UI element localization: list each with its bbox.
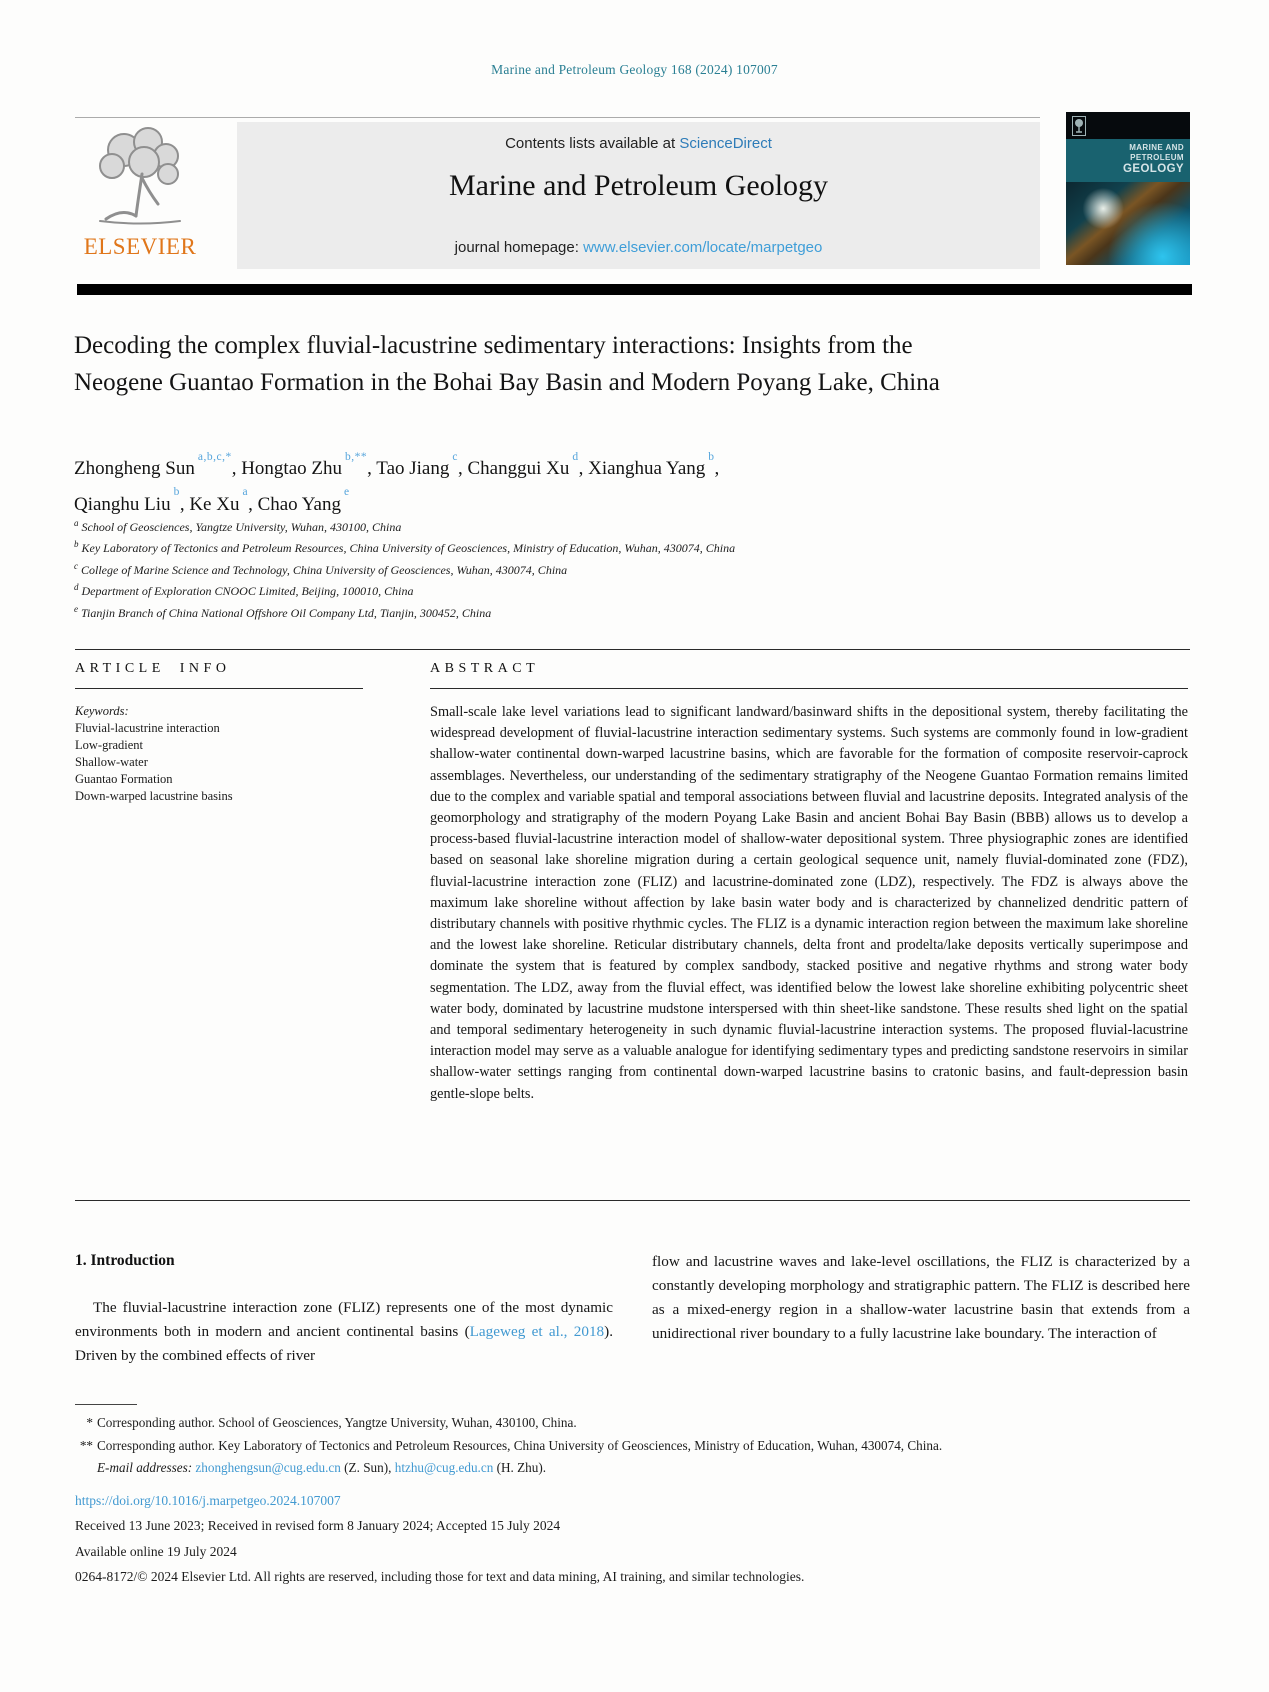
cover-title-line2: PETROLEUM [1130,153,1184,162]
affiliation-sup: e [74,603,78,614]
author-separator: , [578,458,584,480]
cover-title-line3: GEOLOGY [1123,163,1184,175]
introduction-paragraph-left [75,1296,613,1368]
introduction-heading: 1. Introduction [75,1252,175,1269]
author-affiliation-sup: b,** [345,451,368,463]
intro-text-after-citation: ). Driven by the combined effects of river [75,1323,613,1364]
affiliation [74,536,1074,557]
affiliation-sup: a [74,518,79,528]
doi-link[interactable]: https://doi.org/10.1016/j.marpetgeo.2024.107007 [75,1493,341,1508]
email-suffix: (H. Zhu). [493,1460,547,1476]
email-link[interactable]: zhonghengsun@cug.edu.cn [195,1460,341,1476]
author-name[interactable]: Ke Xu [189,493,240,515]
homepage-prefix: journal homepage: [454,239,584,256]
cover-coastline-image [1066,182,1190,265]
author [467,451,584,480]
cover-title-line1: MARINE AND [1129,143,1184,152]
author-list [74,449,1034,520]
footnotes [75,1412,1190,1480]
email-label: E-mail addresses: [97,1460,193,1476]
homepage-line [237,239,1040,256]
abstract-text: Small-scale lake level variations lead to significant landward/basinward shifts in the depositional system, thereby facilitating the widespread development of fluvial-lacustrine interaction sedimentary systems. Such systems are commonly found in low-gradient shallow-water continental down-warped lacustrine basins, which are favorable for the formation of composite reservoir-caprock assemblages. Nevertheless, our understanding of the sedimentary stratigraphy of the Neogene Guantao Formation remains limited due to the complex and variable spatial and temporal associations between fluvial and lacustrine deposits. Integrated analysis of the geomorphology and stratigraphy of the modern Poyang Lake Basin and ancient Bohai Bay Basin (BBB) allows us to develop a process-based fluvial-lacustrine interaction model of shallow-water depositional system. Three physiographic zones are identified based on seasonal lake shoreline migration during a certain geological sequence unit, namely fluvial-dominated zone (FDZ), fluvial-lacustrine interaction zone (FLIZ) and lacustrine-dominated zone (LDZ), respectively. The FDZ is always above the maximum lake shoreline without affection by lake basin water body and is characterized by channelized dendritic pattern of distributary channels with positive rhythmic cycles. The FLIZ is a dynamic interaction region between the maximum lake shoreline and the lowest lake shoreline. Reticular distributary channels, delta front and prodelta/lake deposits vertically superimpose and dominate the system that is featured by complex sandbody, stacked positive and negative rhythms and strong water body segmentation. The LDZ, away from the fluvial effect, was identified below the lowest lake shoreline exhibiting polycentric sheet water body, dominated by lacustrine mudstone interspersed with thin sheet-like sandstone. These results shed light on the spatial and temporal sedimentary heterogeneity in such dynamic fluvial-lacustrine interaction systems. The proposed fluvial-lacustrine interaction model may serve as a valuable analogue for identifying sedimentary types and predicting sandstone reservoirs in similar shallow-water settings ranging from continental down-warped lacustrine basins to cratonic basins, and fault-depression basin gentle-slope belts. [430,704,1188,1102]
author-name[interactable]: Qianghu Liu [74,493,171,515]
author-name[interactable]: Chao Yang [257,493,341,515]
footnote-rule [75,1404,137,1405]
affiliation-sup: d [74,582,79,593]
available-online: Available online 19 July 2024 [75,1543,237,1559]
author [257,486,350,515]
author [376,451,463,480]
intro-text-before-citation: The fluvial-lacustrine interaction zone (FLIZ) represents one of the most dynamic environments both in modern and ancient continental basins ( [75,1299,613,1340]
affiliation [74,601,1074,622]
affiliation [74,515,1074,536]
abstract-section [430,661,1188,1105]
keyword-item: Down-warped lacustrine basins [75,789,233,803]
keyword-item: Low-gradient [75,738,144,752]
journal-header-box [237,122,1040,269]
journal-title: Marine and Petroleum Geology [448,169,829,202]
copyright-line: 0264-8172/© 2024 Elsevier Ltd. All rights are reserved, including those for text and data mining, AI training, and similar technologies. [75,1569,805,1585]
author-separator: , [231,458,237,480]
keyword-item: Shallow-water [75,755,148,769]
affiliation-text: School of Geosciences, Yangtze University, Wuhan, 430100, China [81,520,402,534]
received-dates: Received 13 June 2023; Received in revised form 8 January 2024; Accepted 15 July 2024 [75,1518,561,1534]
section-divider-rule [75,649,1190,650]
email-addresses-line [75,1457,1190,1480]
contents-prefix: Contents lists available at [505,135,680,152]
author-name[interactable]: Hongtao Zhu [241,458,342,480]
running-head-citation: Marine and Petroleum Geology 168 (2024) 107007 [491,62,778,77]
affiliation-list [74,515,1074,622]
affiliation-text: Key Laboratory of Tectonics and Petroleum Resources, China University of Geosciences, Ministry of Education, Wuhan, 430074, China [81,541,736,556]
keyword-item: Fluvial-lacustrine interaction [75,721,220,735]
email-separator: (Z. Sun), [340,1460,395,1476]
author-name[interactable]: Zhongheng Sun [74,458,195,480]
author-affiliation-sup: a [242,486,249,499]
header-divider-bar [77,284,1192,295]
author-affiliation-sup: d [572,451,579,463]
footnote-marker: ** [79,1437,93,1453]
footnote-text: Corresponding author. Key Laboratory of Tectonics and Petroleum Resources, China University of Geosciences, Ministry of Education, Wuhan, 430074, China. [97,1437,943,1453]
article-title: Decoding the complex fluvial-lacustrine sedimentary interactions: Insights from the Neogene Guantao Formation in the Bohai Bay Basin and Modern Poyang Lake, China [74,332,940,396]
affiliation-sup: b [74,539,79,550]
author-separator: , [457,458,463,480]
keyword-item: Guantao Formation [75,772,173,786]
footer-block [75,1488,1190,1590]
affiliation [74,558,1074,579]
homepage-link[interactable]: www.elsevier.com/locate/marpetgeo [583,239,823,256]
author [241,451,372,480]
author [189,486,253,515]
journal-cover-thumbnail[interactable] [1066,112,1190,265]
elsevier-wordmark: ELSEVIER [83,234,197,259]
author-name[interactable]: Tao Jiang [376,458,450,480]
author [74,451,237,480]
footnote-text: Corresponding author. School of Geosciences, Yangtze University, Wuhan, 430100, China. [97,1415,577,1430]
author-separator: , [714,458,720,480]
author-separator: , [367,458,372,480]
author-name[interactable]: Xianghua Yang [588,458,706,480]
article-info-rule [75,688,363,689]
sciencedirect-link[interactable]: ScienceDirect [679,135,772,152]
author-name[interactable]: Changgui Xu [467,458,570,480]
footnote-marker: * [86,1415,93,1430]
elsevier-logo[interactable] [70,124,210,266]
author-affiliation-sup: a,b,c,* [197,451,232,463]
elsevier-tree-icon [84,124,196,228]
article-info-section [75,661,363,805]
abstract-heading: ABSTRACT [430,661,540,676]
corresponding-author-footnote [75,1435,1190,1458]
author-affiliation-sup: c [452,451,458,463]
affiliation-text: College of Marine Science and Technology, China University of Geosciences, Wuhan, 430074, China [81,562,568,577]
author-separator: , [248,493,253,515]
citation-link[interactable]: Lageweg et al., 2018 [469,1323,605,1340]
contents-line [237,135,1040,152]
author [74,486,185,515]
affiliation-sup: c [74,560,78,571]
cover-title [1066,139,1190,182]
author-affiliation-sup: b [173,486,180,499]
affiliation-text: Tianjin Branch of China National Offshore Oil Company Ltd, Tianjin, 300452, China [81,605,492,620]
email-link[interactable]: htzhu@cug.edu.cn [394,1460,494,1476]
body-divider-rule [75,1200,1190,1201]
author [588,451,720,480]
abstract-rule [430,688,1188,689]
header-top-rule [75,117,1040,118]
cover-tree-icon [1072,116,1086,136]
article-info-heading: ARTICLE INFO [75,661,231,676]
keywords-label: Keywords: [75,704,129,718]
author-separator: , [179,493,185,515]
affiliation-text: Department of Exploration CNOOC Limited, Beijing, 100010, China [81,584,414,599]
corresponding-author-footnote [75,1412,1190,1435]
author-affiliation-sup: b [708,451,715,463]
author-affiliation-sup: e [343,486,350,499]
introduction-paragraph-right: flow and lacustrine waves and lake-level oscillations, the FLIZ is characterized by a constantly developing morphology and stratigraphic pattern. The FLIZ is described here as a mixed-energy region in a shallow-water lacustrine basin that extends from a unidirectional river boundary to a fully lacustrine lake boundary. The interaction of [652,1253,1190,1342]
affiliation [74,579,1074,600]
